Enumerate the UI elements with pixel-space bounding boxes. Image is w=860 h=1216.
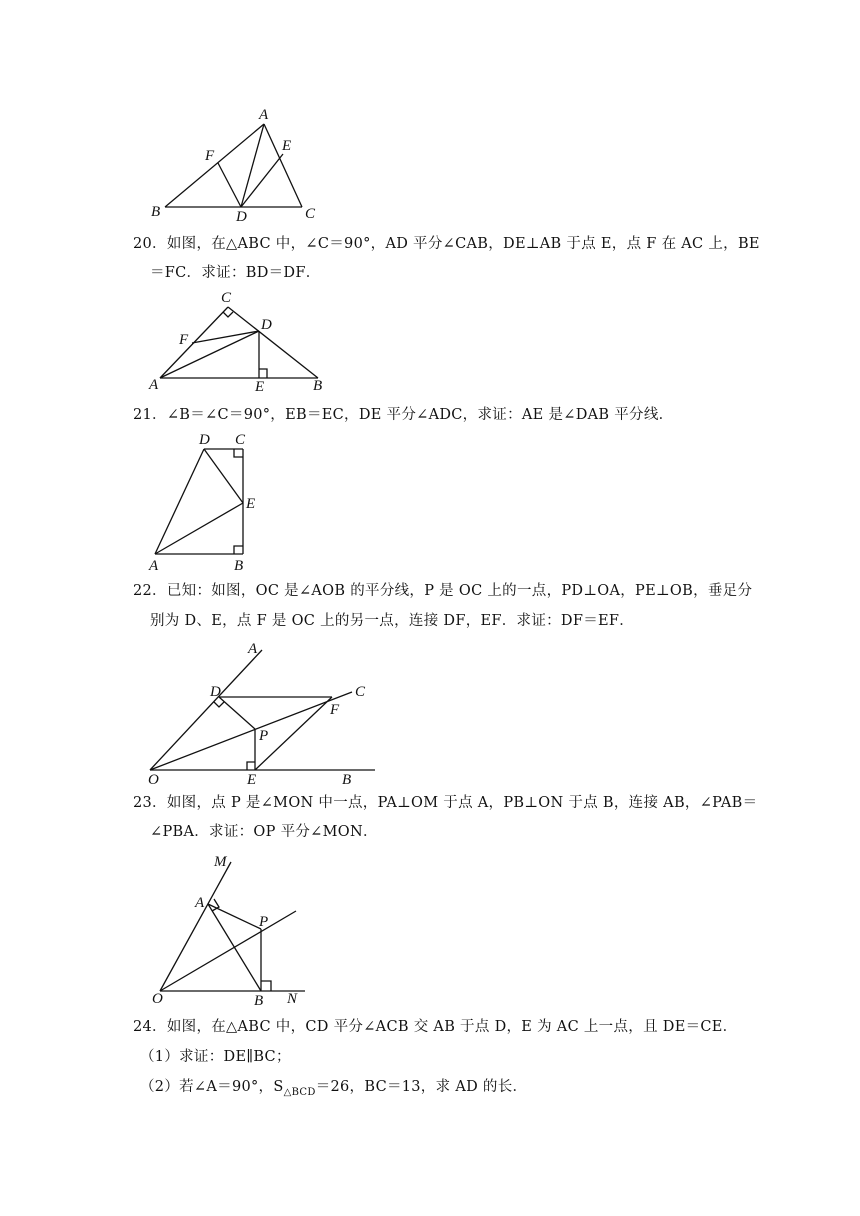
fig22-label-c: C [355, 684, 366, 700]
problem-24-sub-1: （1）求证：DE∥BC； [140, 1049, 291, 1065]
problem-24-sub-2-prefix: （2）若∠A＝90°，S [140, 1079, 284, 1095]
fig21-label-e: E [246, 496, 256, 512]
fig22-label-p: P [259, 728, 269, 744]
fig19-label-e: E [282, 138, 292, 154]
problem-24-sub-2-subscript: △BCD [283, 1086, 316, 1098]
fig20-label-d: D [261, 317, 272, 333]
fig22-label-f: F [330, 702, 340, 718]
fig23-label-n: N [287, 991, 298, 1007]
fig19-label-c: C [305, 206, 316, 222]
problem-24-line-1: 24．如图，在△ABC 中，CD 平分∠ACB 交 AB 于点 D，E 为 AC 上一点，且 DE＝CE． [133, 1019, 738, 1035]
problem-22-line-2: 别为 D、E，点 F 是 OC 上的另一点，连接 DF，EF．求证：DF＝EF． [150, 613, 635, 629]
fig22-label-a: A [248, 641, 258, 657]
fig22-label-e: E [247, 772, 257, 788]
fig21-label-a: A [149, 558, 159, 574]
problem-22-line-1: 22．已知：如图，OC 是∠AOB 的平分线，P 是 OC 上的一点，PD⊥OA，PE⊥OB，垂足分 [133, 583, 753, 599]
fig20-label-a: A [149, 377, 159, 393]
problem-21-line-1: 21．∠B＝∠C＝90°，EB＝EC，DE 平分∠ADC，求证：AE 是∠DAB 平分线． [133, 407, 674, 423]
fig19-label-b: B [151, 204, 161, 220]
problem-24-sub-2-suffix: ＝26，BC＝13，求 AD 的长． [315, 1079, 528, 1095]
fig22-label-b: B [342, 772, 352, 788]
fig23-lines [160, 862, 305, 991]
fig22-label-o: O [148, 772, 159, 788]
problem-23-line-1: 23．如图，点 P 是∠MON 中一点，PA⊥OM 于点 A，PB⊥ON 于点 B，连接 AB，∠PAB＝ [133, 795, 758, 811]
fig20-label-f: F [179, 332, 189, 348]
problem-20-line-2: ＝FC．求证：BD＝DF． [150, 265, 321, 281]
fig23-label-m: M [214, 854, 227, 870]
fig21-label-d: D [199, 432, 210, 448]
fig23-label-p: P [259, 914, 269, 930]
fig23-label-b: B [254, 993, 264, 1009]
fig20-label-b: B [313, 378, 323, 394]
fig21-label-c: C [235, 432, 246, 448]
fig23-label-o: O [152, 991, 163, 1007]
fig23-label-a: A [195, 895, 205, 911]
fig19-label-d: D [236, 209, 247, 225]
problem-24-sub-2 [140, 1077, 527, 1103]
fig22-label-d: D [210, 684, 221, 700]
problem-23-line-2: ∠PBA．求证：OP 平分∠MON． [150, 824, 378, 840]
fig19-label-f: F [205, 148, 215, 164]
fig20-label-e: E [255, 379, 265, 395]
fig19-label-a: A [259, 107, 269, 123]
fig21-label-b: B [234, 558, 244, 574]
problem-20-line-1: 20．如图，在△ABC 中，∠C＝90°，AD 平分∠CAB，DE⊥AB 于点 E，点 F 在 AC 上，BE [133, 236, 760, 252]
fig20-label-c: C [221, 290, 232, 306]
